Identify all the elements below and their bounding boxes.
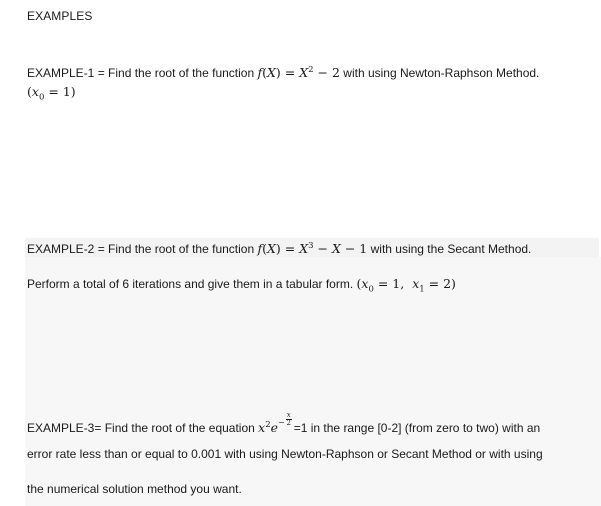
example-3-equals: =1 <box>293 421 308 435</box>
example-1-text: Find the root of the function <box>108 66 255 80</box>
example-2-label: EXAMPLE-2 = <box>27 242 105 256</box>
example-2-line-2 <box>27 276 456 295</box>
example-1-equation: $f(X) = X^2 - 2$ <box>257 64 340 80</box>
example-3-line-3: the numerical solution method you want. <box>27 482 242 496</box>
example-2-text: Find the root of the function <box>108 242 255 256</box>
example-2-equation: $f(X) = X^3 - X - 1$ <box>257 240 368 256</box>
shaded-region <box>25 257 601 506</box>
example-2-initial: ($x_0 = 1$, $x_1 = 2$) <box>356 276 456 295</box>
example-1-line <box>27 65 539 80</box>
page-heading: EXAMPLES <box>27 9 93 23</box>
example-3-line-1 <box>27 412 540 435</box>
example-3-text: Find the root of the equation <box>104 421 255 435</box>
example-2-line-1 <box>27 241 531 256</box>
example-1-method: with using Newton-Raphson Method. <box>343 66 540 80</box>
example-2-method: with using the Secant Method. <box>370 242 532 256</box>
example-3-label: EXAMPLE-3= <box>27 421 102 435</box>
example-3-equation: $x^2e^-$ $\frac{x}{2}$ <box>258 411 291 435</box>
example-2-instruction: Perform a total of 6 iterations and give them in a tabular form. <box>27 277 354 291</box>
example-1-initial: $(x_0 = 1)$ <box>27 84 76 103</box>
example-1-label: EXAMPLE-1 = <box>27 66 105 80</box>
example-3-line-2: error rate less than or equal to 0.001 with using Newton-Raphson or Secant Method or with using <box>27 447 543 461</box>
example-3-range: in the range [0-2] (from zero to two) with an <box>310 421 541 435</box>
